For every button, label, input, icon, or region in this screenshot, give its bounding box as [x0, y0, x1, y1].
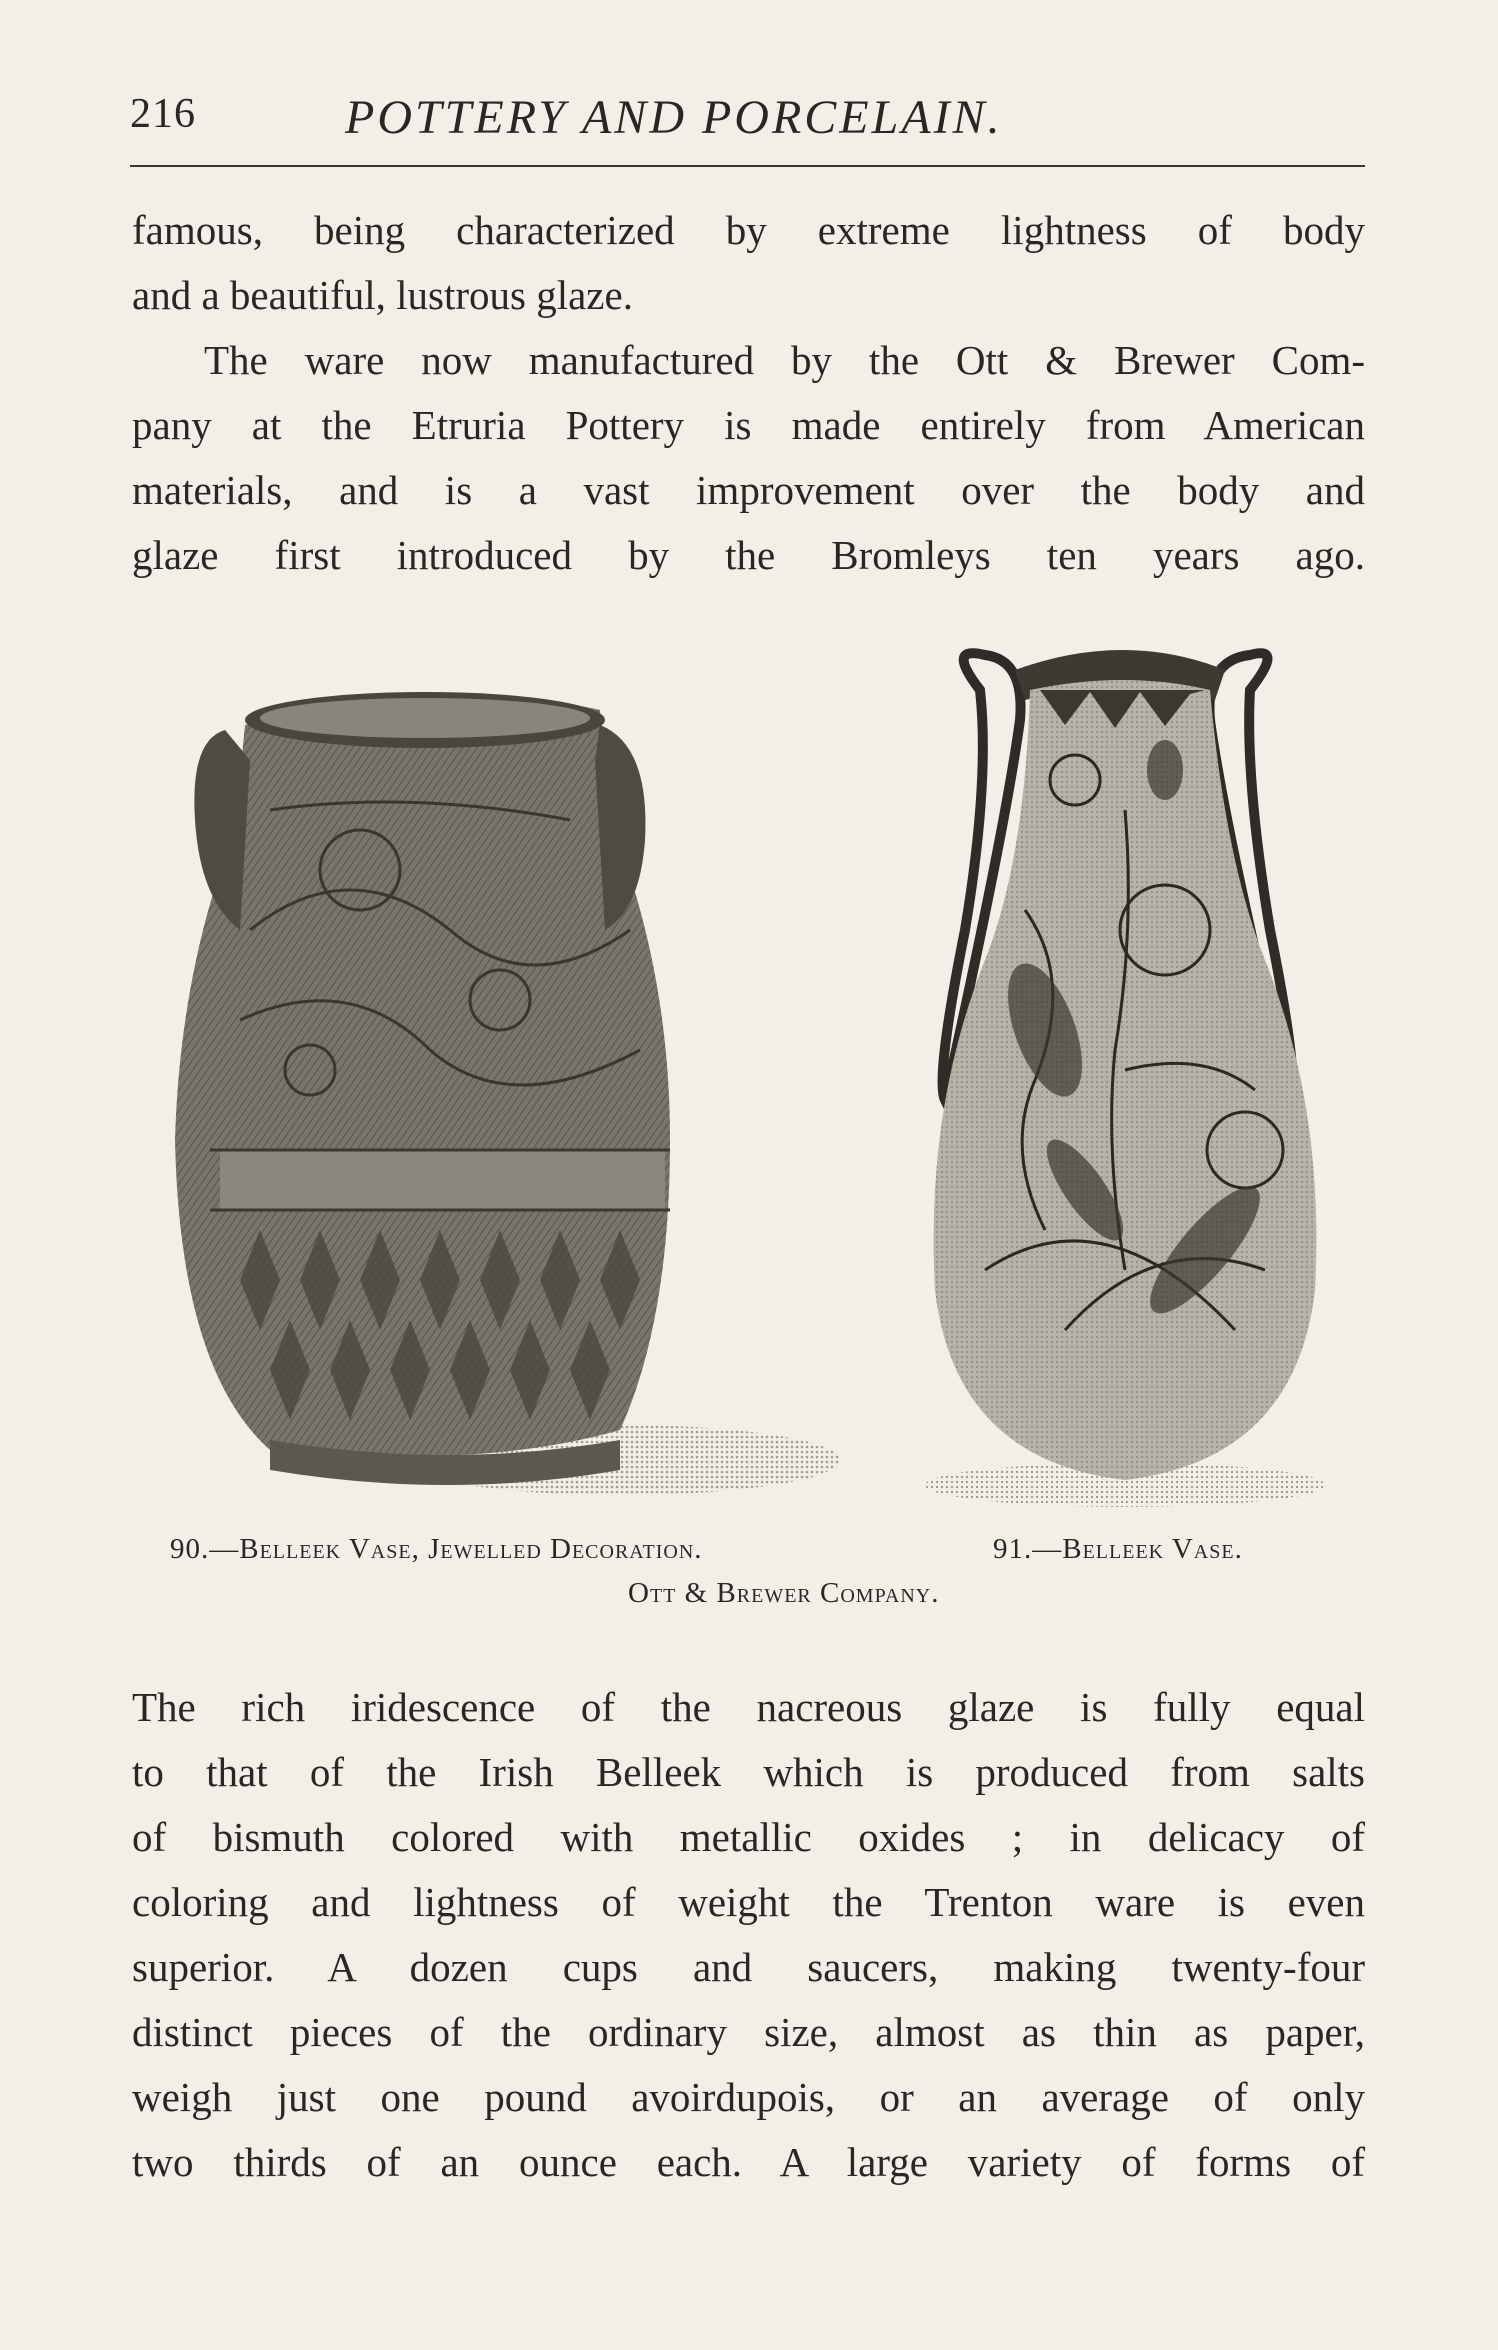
- text-line: superior. A dozen cups and saucers, making twenty-four: [132, 1944, 1365, 1990]
- text-line: The ware now manufactured by the Ott & Brewer Com-: [204, 337, 1365, 383]
- text-line: of bismuth colored with metallic oxides ; in delicacy of: [132, 1814, 1365, 1860]
- bottom-paragraph: [132, 1675, 1365, 2195]
- text-line: and a beautiful, lustrous glaze.: [132, 272, 633, 318]
- belleek-two-handled-vase-illustration: [905, 630, 1345, 1520]
- second-paragraph: [132, 328, 1365, 588]
- figure-91-caption: 91.—Belleek Vase.: [993, 1533, 1243, 1565]
- text-line: coloring and lightness of weight the Trenton ware is even: [132, 1879, 1365, 1925]
- page-number: 216: [130, 91, 196, 137]
- text-line: famous, being characterized by extreme lightness of body: [132, 207, 1365, 253]
- text-line: distinct pieces of the ordinary size, almost as thin as paper,: [132, 2009, 1365, 2055]
- text-line: to that of the Irish Belleek which is produced from salts: [132, 1749, 1365, 1795]
- top-paragraph: [132, 198, 1365, 328]
- figures-shared-caption: Ott & Brewer Company.: [628, 1577, 940, 1609]
- text-line: weigh just one pound avoirdupois, or an average of only: [132, 2074, 1365, 2120]
- text-line: two thirds of an ounce each. A large variety of forms of: [132, 2139, 1365, 2185]
- page-header: [130, 90, 1365, 150]
- belleek-jewelled-vase-illustration: [150, 670, 860, 1520]
- text-line: pany at the Etruria Pottery is made entirely from American: [132, 402, 1365, 448]
- figure-90-caption: 90.—Belleek Vase, Jewelled Decoration.: [170, 1533, 703, 1565]
- text-line: materials, and is a vast improvement over the body and: [132, 467, 1365, 513]
- text-line: The rich iridescence of the nacreous glaze is fully equal: [132, 1684, 1365, 1730]
- running-title: POTTERY AND PORCELAIN.: [345, 91, 1003, 144]
- text-line: glaze first introduced by the Bromleys ten years ago.: [132, 532, 1365, 578]
- header-rule: [130, 165, 1365, 167]
